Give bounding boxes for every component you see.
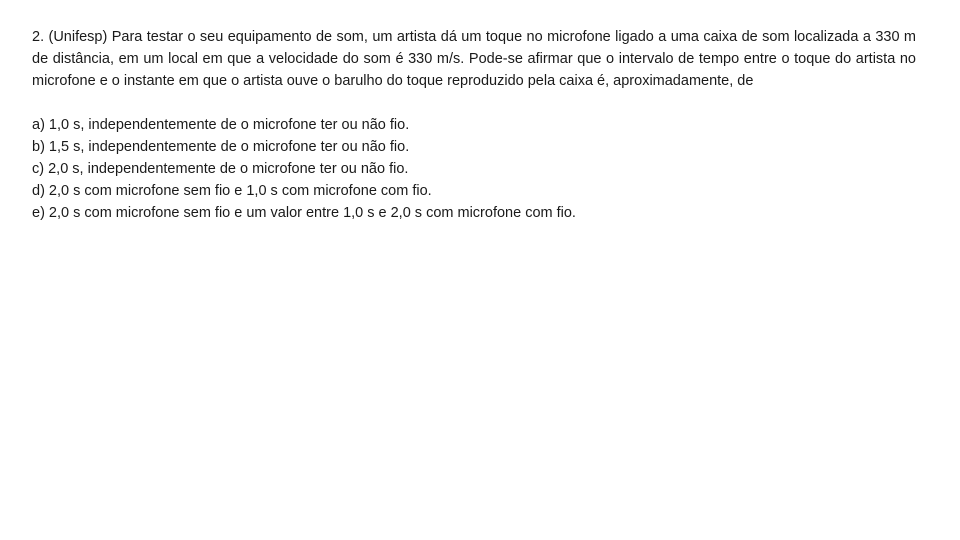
question-block bbox=[32, 26, 916, 224]
option-a: a) 1,0 s, independentemente de o microfone ter ou não fio. bbox=[32, 117, 410, 133]
option-e: e) 2,0 s com microfone sem fio e um valor entre 1,0 s e 2,0 s com microfone com fio. bbox=[32, 205, 576, 221]
option-b: b) 1,5 s, independentemente de o microfone ter ou não fio. bbox=[32, 139, 410, 155]
option-c: c) 2,0 s, independentemente de o microfone ter ou não fio. bbox=[32, 161, 409, 177]
option-d: d) 2,0 s com microfone sem fio e 1,0 s com microfone com fio. bbox=[32, 183, 432, 199]
question-text: 2. (Unifesp) Para testar o seu equipamento de som, um artista dá um toque no microfone ligado a uma caixa de som localizada a 330 m de distância, em um local em que a velocidade do som é 330 m/s. Pode-se afirmar que o intervalo de tempo entre o toque do artista no microfone e o instante em que o artista ouve o barulho do toque reproduzido pela caixa é, aproximadamente, de bbox=[32, 29, 916, 89]
answer-options bbox=[32, 114, 916, 224]
